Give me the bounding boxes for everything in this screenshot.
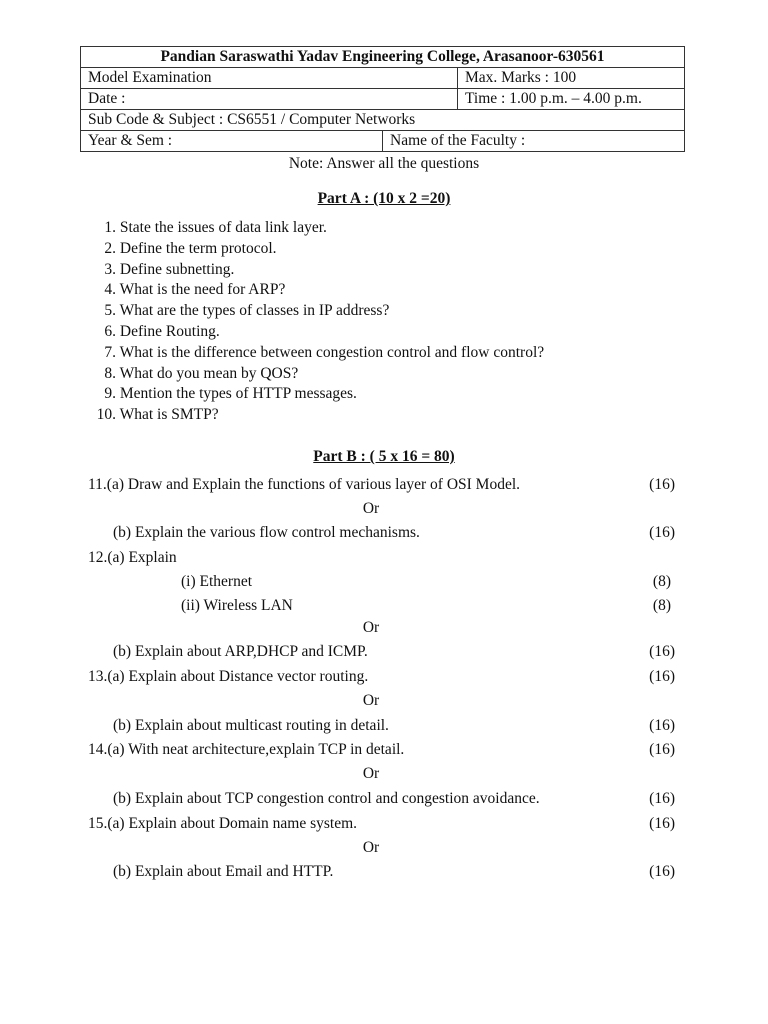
faculty-field: Name of the Faculty :	[390, 132, 526, 149]
college-name: Pandian Saraswathi Yadav Engineering College, Arasanoor-630561	[81, 47, 685, 68]
list-item	[84, 405, 544, 426]
q11a-text: 11.(a) Draw and Explain the functions of various layer of OSI Model.	[88, 476, 521, 493]
question-text: What do you mean by QOS?	[119, 364, 299, 382]
subject-field: Sub Code & Subject : CS6551 / Computer Networks	[81, 110, 685, 131]
part-b-title: Part B : ( 5 x 16 = 80)	[313, 448, 455, 465]
q13b-text: (b) Explain about multicast routing in detail.	[113, 717, 389, 734]
q14b-text: (b) Explain about TCP congestion control and congestion avoidance.	[113, 790, 540, 807]
question-number: 10.	[96, 406, 116, 424]
list-item	[84, 301, 544, 322]
exam-title: Model Examination	[81, 68, 458, 89]
q12a-ii-text: (ii) Wireless LAN	[181, 597, 293, 614]
q12a-ii-marks: (8)	[652, 597, 671, 614]
q12b-marks: (16)	[649, 643, 675, 660]
or-15: Or	[362, 839, 380, 856]
question-text: What is the difference between congestion control and flow control?	[119, 343, 545, 361]
question-text: Define subnetting.	[119, 260, 235, 278]
question-text: Define the term protocol.	[119, 239, 277, 257]
date-field: Date :	[81, 89, 458, 110]
question-number: 2.	[104, 239, 116, 257]
q14b-marks: (16)	[649, 790, 675, 807]
year-faculty-row	[81, 131, 685, 152]
question-number: 7.	[104, 343, 116, 361]
q13a-marks: (16)	[649, 668, 675, 685]
list-item	[84, 364, 544, 385]
list-item	[84, 343, 544, 364]
question-text: What is SMTP?	[119, 406, 219, 424]
or-11: Or	[362, 500, 380, 517]
q14a-marks: (16)	[649, 741, 675, 758]
note: Note: Answer all the questions	[288, 155, 480, 172]
question-number: 3.	[104, 260, 116, 278]
list-item	[84, 218, 544, 239]
list-item	[84, 322, 544, 343]
question-text: What are the types of classes in IP address?	[119, 302, 390, 320]
max-marks: Max. Marks : 100	[458, 68, 685, 89]
q15a-marks: (16)	[649, 815, 675, 832]
question-text: What is the need for ARP?	[119, 281, 286, 299]
question-number: 6.	[104, 322, 116, 340]
or-12: Or	[362, 619, 380, 636]
q15b-marks: (16)	[649, 863, 675, 880]
part-a-question-list	[84, 218, 544, 426]
q11b-text: (b) Explain the various flow control mechanisms.	[113, 524, 420, 541]
question-number: 9.	[104, 385, 116, 403]
q14a-text: 14.(a) With neat architecture,explain TCP in detail.	[88, 741, 405, 758]
q15b-text: (b) Explain about Email and HTTP.	[113, 863, 334, 880]
header-table	[80, 46, 685, 152]
q13b-marks: (16)	[649, 717, 675, 734]
q12a-i-text: (i) Ethernet	[181, 573, 253, 590]
part-a-title: Part A : (10 x 2 =20)	[317, 190, 451, 207]
q12a-text: 12.(a) Explain	[88, 549, 177, 566]
q15a-text: 15.(a) Explain about Domain name system.	[88, 815, 358, 832]
year-sem-field: Year & Sem :	[81, 131, 383, 151]
q11b-marks: (16)	[649, 524, 675, 541]
list-item	[84, 384, 544, 405]
q13a-text: 13.(a) Explain about Distance vector routing.	[88, 668, 369, 685]
list-item	[84, 239, 544, 260]
question-number: 4.	[104, 281, 116, 299]
question-number: 8.	[104, 364, 116, 382]
list-item	[84, 280, 544, 301]
q11a-marks: (16)	[649, 476, 675, 493]
q12a-i-marks: (8)	[652, 573, 671, 590]
question-number: 1.	[104, 219, 116, 236]
question-text: Mention the types of HTTP messages.	[119, 385, 357, 403]
q12b-text: (b) Explain about ARP,DHCP and ICMP.	[113, 643, 368, 660]
question-text: State the issues of data link layer.	[119, 219, 327, 236]
question-text: Define Routing.	[119, 322, 220, 340]
or-14: Or	[362, 765, 380, 782]
question-number: 5.	[104, 302, 116, 320]
list-item	[84, 260, 544, 281]
or-13: Or	[362, 692, 380, 709]
time-field: Time : 1.00 p.m. – 4.00 p.m.	[458, 89, 685, 110]
